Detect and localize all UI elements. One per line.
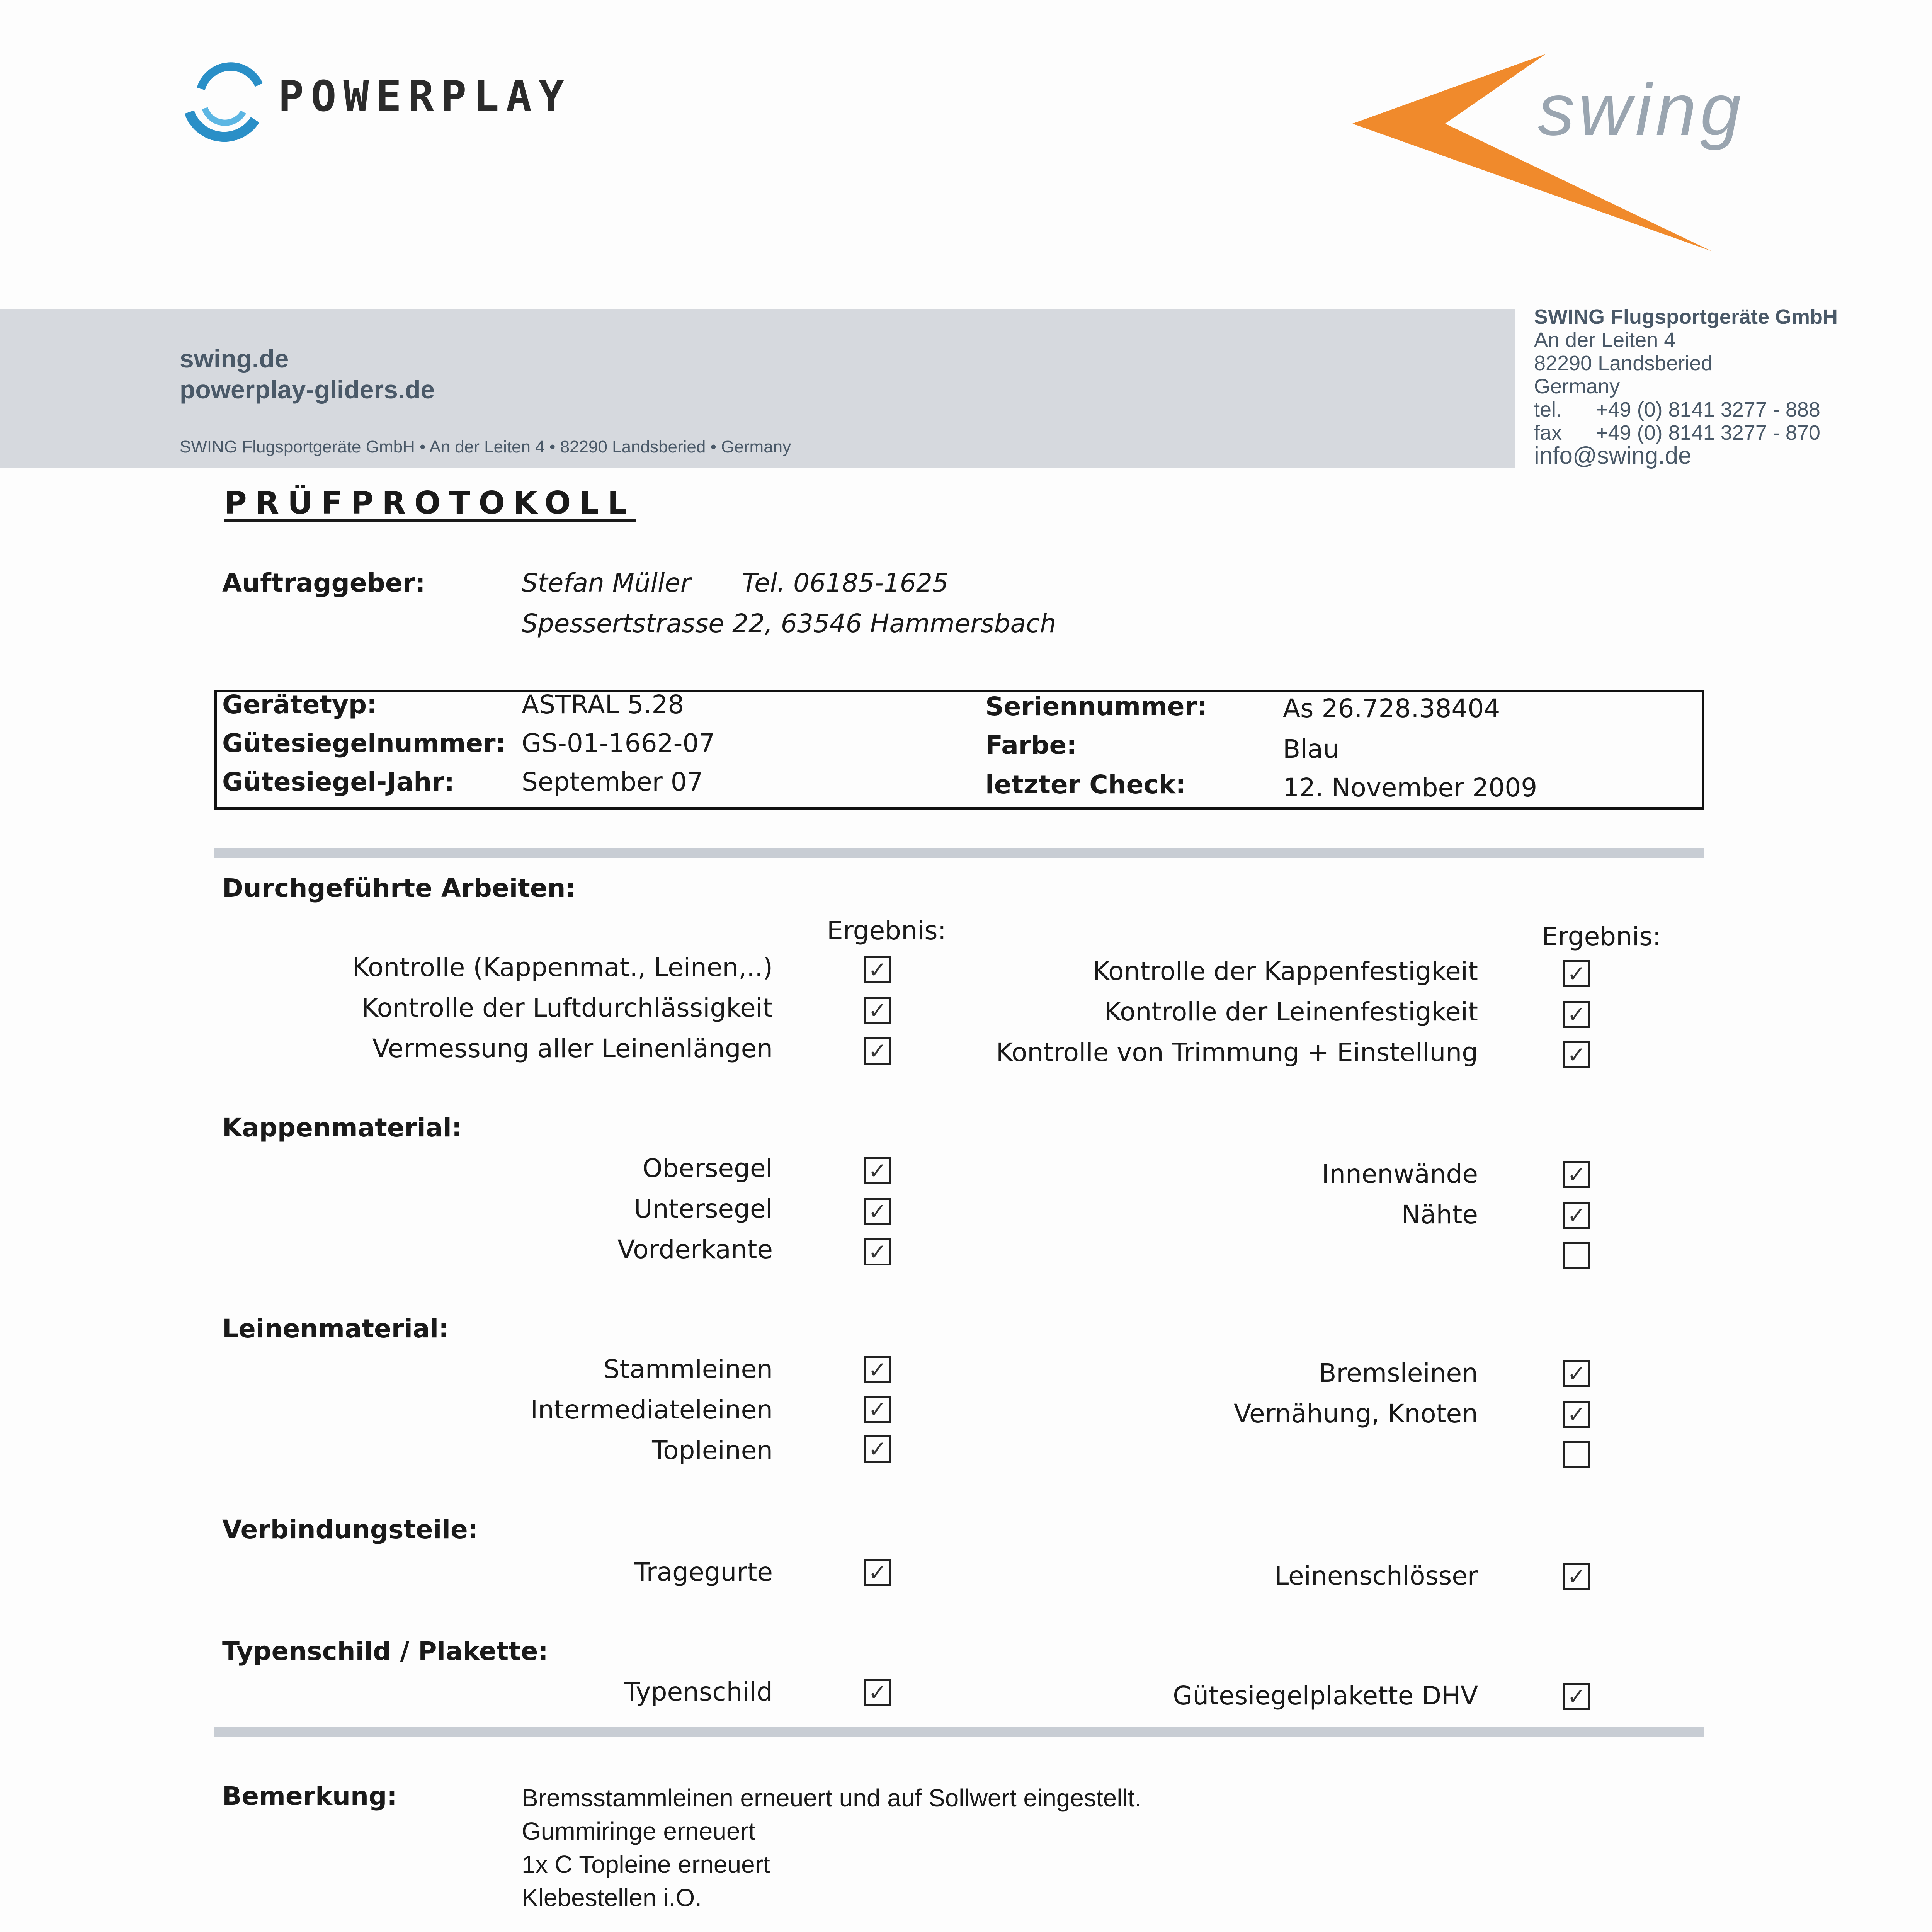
checkbox[interactable]: ✓ [1563, 1360, 1590, 1387]
checkbox[interactable]: ✓ [864, 1037, 891, 1065]
company-email[interactable]: info@swing.de [1534, 442, 1692, 469]
checkbox[interactable]: ✓ [1563, 960, 1590, 987]
company-country: Germany [1534, 375, 1620, 398]
client-label: Auftraggeber: [222, 568, 425, 598]
result-label-right: Ergebnis: [1542, 922, 1661, 951]
company-city: 82290 Landsberied [1534, 352, 1713, 375]
color-value: Blau [1283, 734, 1339, 764]
band-address: SWING Flugsportgeräte GmbH • An der Leiten 4 • 82290 Landsberied • Germany [180, 437, 791, 456]
device-type-value: ASTRAL 5.28 [522, 690, 684, 719]
plate-heading: Typenschild / Plakette: [222, 1636, 548, 1666]
canopy-heading: Kappenmaterial: [222, 1113, 462, 1143]
color-label: Farbe: [985, 730, 1077, 760]
checkbox[interactable]: ✓ [864, 1559, 891, 1586]
checkbox-empty[interactable] [1563, 1242, 1590, 1269]
remark-line: Gummiringe erneuert [522, 1817, 755, 1845]
device-type-label: Gerätetyp: [222, 690, 377, 719]
canopy-item-label: Untersegel [634, 1194, 773, 1224]
connectors-heading: Verbindungsteile: [222, 1515, 478, 1544]
connectors-item-label: Leinenschlösser [1274, 1561, 1478, 1591]
seal-number-value: GS-01-1662-07 [522, 728, 715, 758]
connectors-item-label: Tragegurte [634, 1557, 773, 1587]
lines-item-label: Bremsleinen [1319, 1358, 1478, 1388]
company-address [1534, 305, 1838, 468]
client-tel: Tel. 06185-1625 [742, 568, 949, 598]
checkbox[interactable]: ✓ [1563, 1563, 1590, 1590]
checkbox[interactable]: ✓ [864, 1238, 891, 1265]
powerplay-logo-icon [178, 54, 270, 147]
checkbox[interactable]: ✓ [1563, 1001, 1590, 1028]
checkbox-empty[interactable] [1563, 1441, 1590, 1468]
lines-item-label: Stammleinen [603, 1354, 773, 1384]
checkbox[interactable]: ✓ [1563, 1401, 1590, 1428]
last-check-value: 12. November 2009 [1283, 773, 1537, 803]
result-label-left: Ergebnis: [827, 916, 946, 946]
lines-heading: Leinenmaterial: [222, 1314, 449, 1344]
separator [214, 848, 1704, 858]
checkbox[interactable]: ✓ [864, 1356, 891, 1383]
seal-year-value: September 07 [522, 767, 703, 797]
last-check-label: letzter Check: [985, 770, 1186, 799]
canopy-item-label: Nähte [1401, 1200, 1478, 1230]
work-item-label: Kontrolle (Kappenmat., Leinen,..) [352, 952, 773, 982]
checkbox[interactable]: ✓ [1563, 1041, 1590, 1068]
work-item-label: Kontrolle von Trimmung + Einstellung [996, 1037, 1478, 1067]
work-item-label: Kontrolle der Leinenfestigkeit [1104, 997, 1478, 1027]
swing-logo-text: swing [1538, 69, 1745, 151]
link-swing[interactable]: swing.de [180, 344, 289, 373]
plate-item-label: Gütesiegelplakette DHV [1173, 1681, 1478, 1711]
checkbox[interactable]: ✓ [1563, 1161, 1590, 1188]
company-street: An der Leiten 4 [1534, 328, 1676, 352]
powerplay-logo-text: POWERPLAY [278, 71, 571, 121]
canopy-item-label: Vorderkante [617, 1235, 773, 1264]
client-name: Stefan Müller [522, 568, 691, 598]
work-heading: Durchgeführte Arbeiten: [222, 873, 576, 903]
work-item-label: Kontrolle der Kappenfestigkeit [1093, 956, 1478, 986]
work-item-label: Kontrolle der Luftdurchlässigkeit [361, 993, 773, 1023]
canopy-item-label: Obersegel [642, 1153, 773, 1183]
checkbox[interactable]: ✓ [864, 1396, 891, 1423]
checkbox[interactable]: ✓ [864, 1157, 891, 1184]
checkbox[interactable]: ✓ [864, 1198, 891, 1225]
serial-value: As 26.728.38404 [1283, 694, 1500, 723]
remark-line: 1x C Topleine erneuert [522, 1850, 770, 1878]
serial-label: Seriennummer: [985, 692, 1208, 721]
plate-item-label: Typenschild [624, 1677, 773, 1707]
canopy-item-label: Innenwände [1321, 1159, 1478, 1189]
client-address: Spessertstrasse 22, 63546 Hammersbach [522, 609, 1056, 638]
fax-label: fax [1534, 421, 1562, 444]
seal-year-label: Gütesiegel-Jahr: [222, 767, 455, 797]
checkbox[interactable]: ✓ [864, 956, 891, 983]
remarks-label: Bemerkung: [222, 1781, 397, 1811]
remark-line: Bremsstammleinen erneuert und auf Sollwert eingestellt. [522, 1784, 1142, 1812]
lines-item-label: Vernähung, Knoten [1233, 1399, 1478, 1429]
lines-item-label: Intermediateleinen [530, 1395, 773, 1425]
page-title: PRÜFPROTOKOLL [224, 485, 636, 521]
lines-item-label: Topleinen [652, 1435, 773, 1465]
checkbox[interactable]: ✓ [1563, 1683, 1590, 1710]
remarks-text [522, 1781, 1141, 1914]
seal-number-label: Gütesiegelnummer: [222, 728, 506, 758]
company-tel: +49 (0) 8141 3277 - 888 [1596, 398, 1820, 421]
tel-label: tel. [1534, 398, 1562, 421]
checkbox[interactable]: ✓ [864, 1679, 891, 1706]
remark-line: Klebestellen i.O. [522, 1884, 702, 1912]
company-fax: +49 (0) 8141 3277 - 870 [1596, 421, 1820, 444]
checkbox[interactable]: ✓ [864, 997, 891, 1024]
separator [214, 1727, 1704, 1737]
company-name: SWING Flugsportgeräte GmbH [1534, 305, 1838, 328]
checkbox[interactable]: ✓ [1563, 1202, 1590, 1229]
link-powerplay[interactable]: powerplay-gliders.de [180, 375, 435, 404]
checkbox[interactable]: ✓ [864, 1435, 891, 1463]
work-item-label: Vermessung aller Leinenlängen [372, 1034, 773, 1063]
